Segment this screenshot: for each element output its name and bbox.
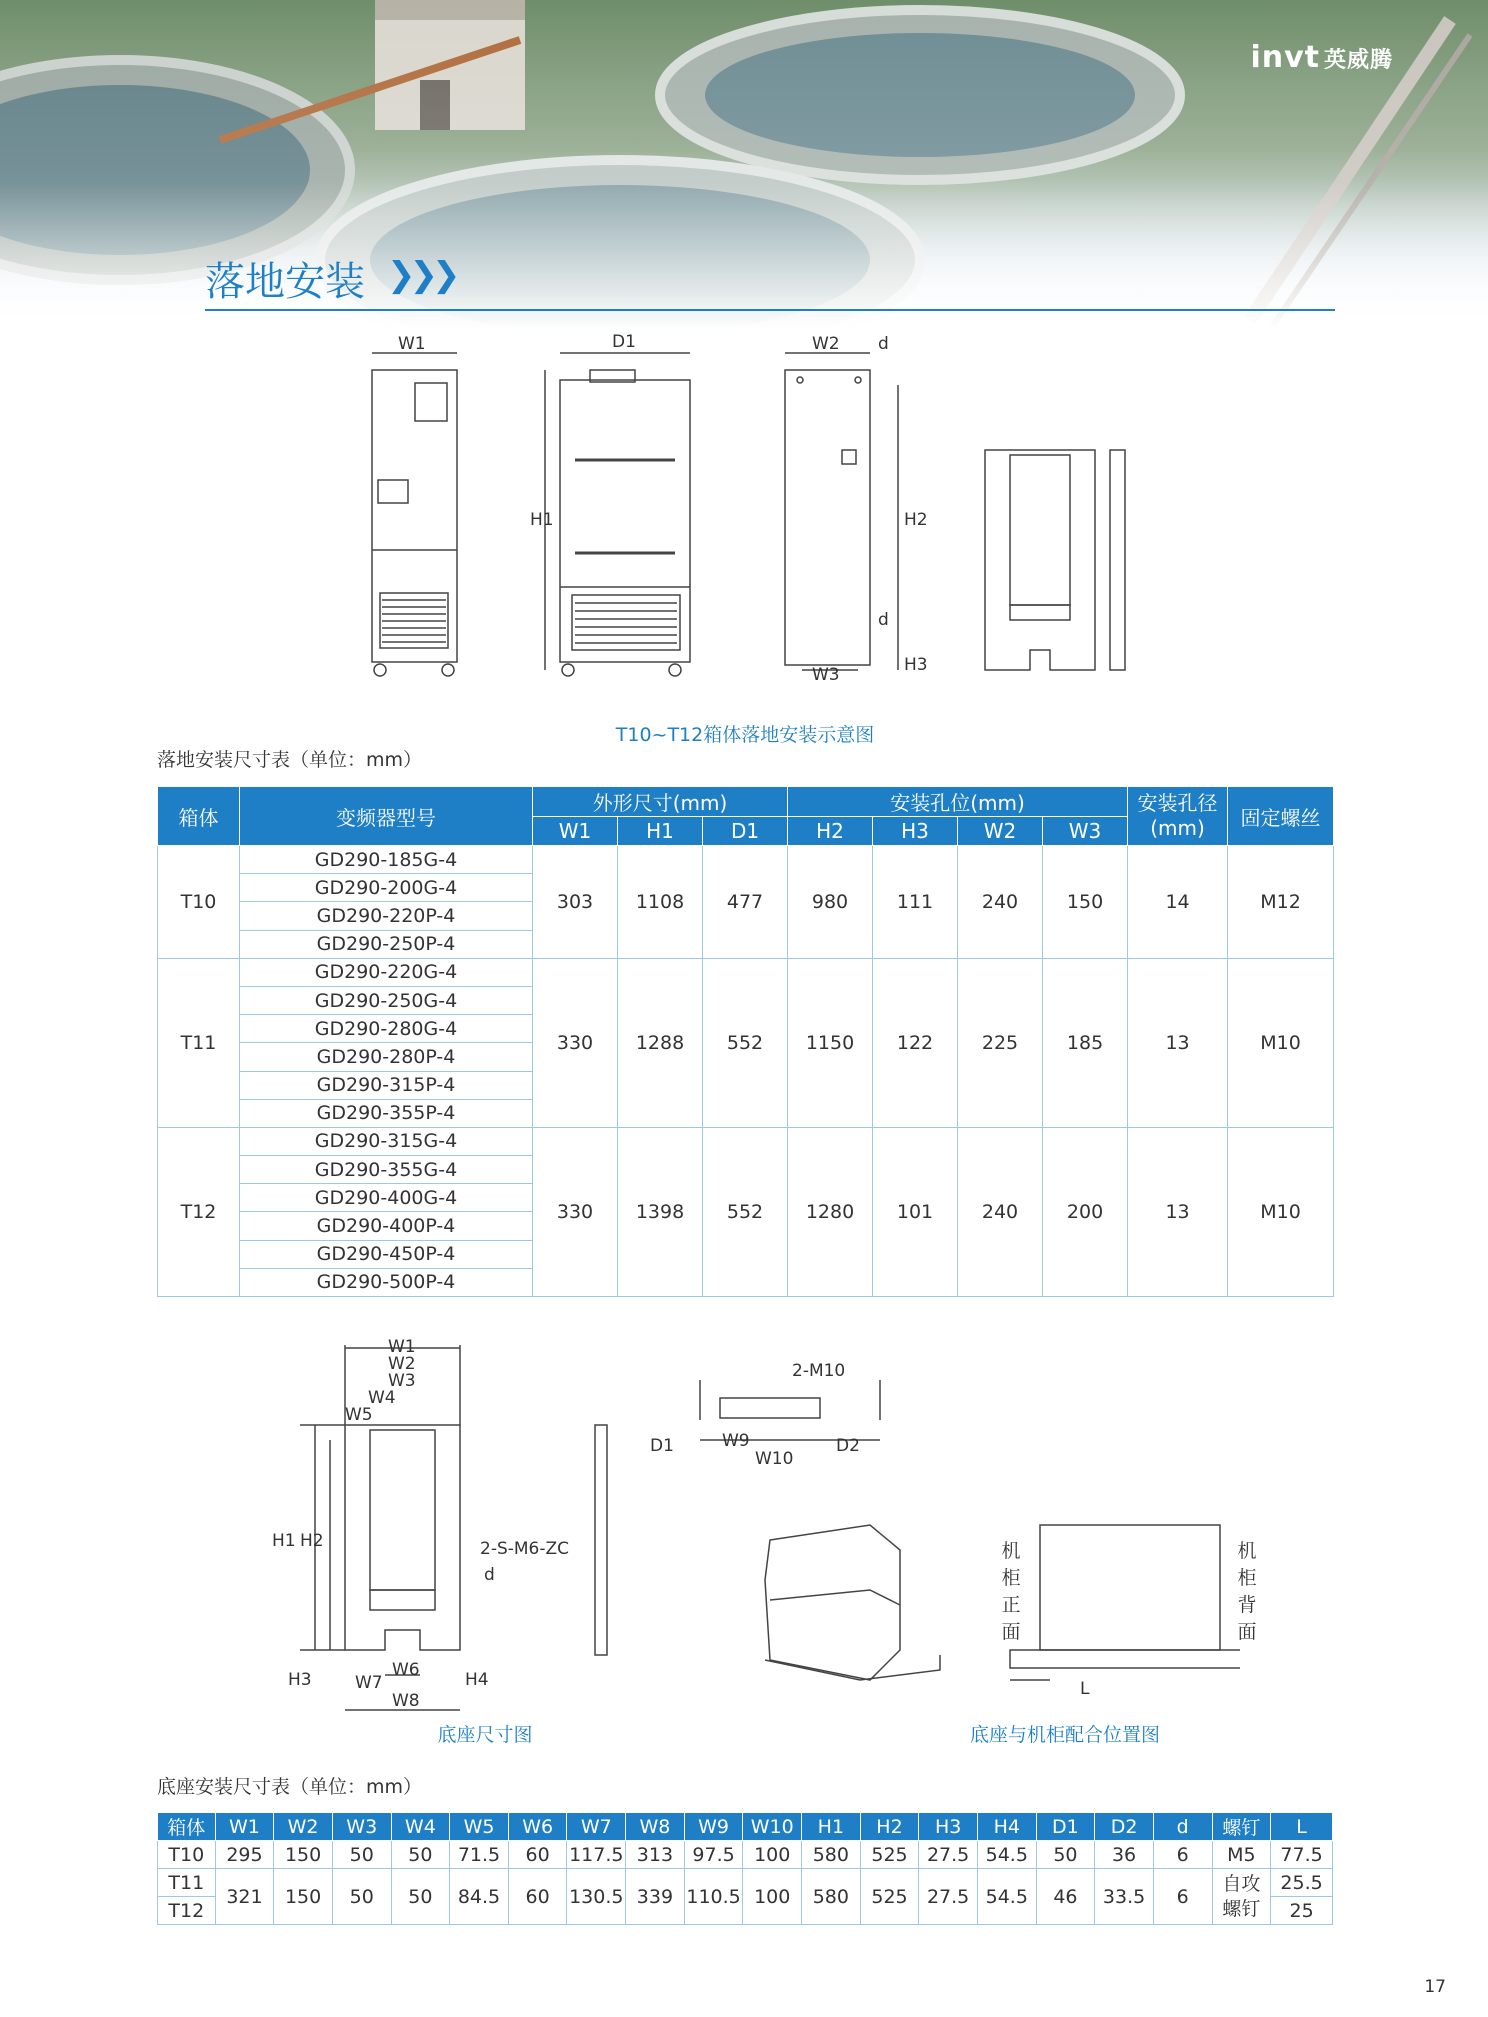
value-cell: 50 — [332, 1841, 391, 1869]
header-cell: 螺钉 — [1212, 1813, 1271, 1841]
case-cell: T10 — [158, 846, 240, 959]
value-cell: 295 — [215, 1841, 274, 1869]
case-cell: T10 — [158, 1841, 216, 1869]
value-cell: 54.5 — [977, 1869, 1036, 1925]
header-cell: D2 — [1095, 1813, 1154, 1841]
header-holes: 安装孔位(mm) — [788, 787, 1128, 817]
header-screw: 固定螺丝 — [1228, 787, 1334, 846]
header-h1: H1 — [618, 817, 703, 846]
page-number: 17 — [1424, 1977, 1446, 1997]
value-cell: 27.5 — [919, 1841, 978, 1869]
case-cell: T11 — [158, 958, 240, 1127]
value-cell: 13 — [1128, 1127, 1228, 1296]
base-caption: 底座尺寸图 — [437, 1724, 533, 1746]
value-cell: 14 — [1128, 846, 1228, 959]
value-cell: 6 — [1153, 1841, 1212, 1869]
label-w6: W6 — [392, 1660, 420, 1680]
table1-title: 落地安装尺寸表（单位：mm） — [157, 749, 423, 771]
value-cell: 150 — [1043, 846, 1128, 959]
value-cell: 50 — [332, 1869, 391, 1925]
table2-title: 底座安装尺寸表（单位：mm） — [157, 1776, 423, 1798]
header-w1: W1 — [533, 817, 618, 846]
header-cell: W5 — [450, 1813, 509, 1841]
value-cell: 339 — [626, 1869, 685, 1925]
label-h2: H2 — [300, 1531, 324, 1551]
value-cell: M12 — [1228, 846, 1334, 959]
header-cell: L — [1271, 1813, 1333, 1841]
cabinet-front-view — [372, 353, 457, 676]
value-cell: 185 — [1043, 958, 1128, 1127]
header-cell: W8 — [626, 1813, 685, 1841]
case-cell: T12 — [158, 1897, 216, 1925]
value-cell: 60 — [508, 1841, 567, 1869]
label-d1: D1 — [650, 1436, 674, 1456]
header-cell: 箱体 — [158, 1813, 216, 1841]
value-cell: 580 — [802, 1869, 861, 1925]
label-h4: H4 — [465, 1670, 489, 1690]
logo-text: invt — [1250, 40, 1320, 75]
label-w2: W2 — [388, 1354, 416, 1374]
model-cell: GD290-250G-4 — [240, 986, 533, 1014]
header-cell: W7 — [567, 1813, 626, 1841]
label-w5: W5 — [345, 1405, 373, 1425]
label-d-mid: d — [878, 610, 889, 630]
label-h3: H3 — [904, 655, 928, 675]
header-w3: W3 — [1043, 817, 1128, 846]
case-cell: T12 — [158, 1127, 240, 1296]
value-cell: 525 — [860, 1869, 919, 1925]
front-label: 机柜正面 — [1001, 1540, 1021, 1643]
value-cell: 101 — [873, 1127, 958, 1296]
brand-logo — [1250, 40, 1393, 75]
header-model: 变频器型号 — [240, 787, 533, 846]
value-cell: M10 — [1228, 958, 1334, 1127]
table-row — [158, 1869, 1333, 1897]
table-row — [158, 846, 1334, 874]
label-w1: W1 — [398, 334, 426, 354]
header-cell: W2 — [274, 1813, 333, 1841]
value-cell: 13 — [1128, 958, 1228, 1127]
section-divider — [205, 309, 1335, 311]
value-cell: 54.5 — [977, 1841, 1036, 1869]
model-cell: GD290-400G-4 — [240, 1184, 533, 1212]
label-d-top: d — [878, 334, 889, 354]
label-d: d — [484, 1565, 495, 1585]
value-cell: 552 — [703, 1127, 788, 1296]
header-cell: H3 — [919, 1813, 978, 1841]
value-cell: 25.5 — [1271, 1869, 1333, 1897]
value-cell: 25 — [1271, 1897, 1333, 1925]
model-cell: GD290-220P-4 — [240, 902, 533, 930]
value-cell: 150 — [274, 1869, 333, 1925]
value-cell: 77.5 — [1271, 1841, 1333, 1869]
value-cell: 自攻 螺钉 — [1212, 1869, 1271, 1925]
value-cell: 330 — [533, 1127, 618, 1296]
model-cell: GD290-315G-4 — [240, 1127, 533, 1155]
value-cell: 46 — [1036, 1869, 1095, 1925]
header-outer: 外形尺寸(mm) — [533, 787, 788, 817]
value-cell: M10 — [1228, 1127, 1334, 1296]
model-cell: GD290-200G-4 — [240, 874, 533, 902]
value-cell: 110.5 — [684, 1869, 743, 1925]
value-cell: 321 — [215, 1869, 274, 1925]
value-cell: 60 — [508, 1869, 567, 1925]
value-cell: 50 — [391, 1841, 450, 1869]
label-h3: H3 — [288, 1670, 312, 1690]
logo-cn-text: 英威腾 — [1323, 48, 1393, 73]
label-w9: W9 — [722, 1431, 750, 1451]
value-cell: 117.5 — [567, 1841, 626, 1869]
value-cell: 6 — [1153, 1869, 1212, 1925]
header-cell: W10 — [743, 1813, 802, 1841]
floor-install-drawing — [350, 325, 1130, 700]
header-w2: W2 — [958, 817, 1043, 846]
model-cell: GD290-355G-4 — [240, 1156, 533, 1184]
model-cell: GD290-400P-4 — [240, 1212, 533, 1240]
header-cell: W4 — [391, 1813, 450, 1841]
table-row — [158, 958, 1334, 986]
value-cell: 150 — [274, 1841, 333, 1869]
label-w3: W3 — [388, 1371, 416, 1391]
label-w7: W7 — [355, 1673, 383, 1693]
value-cell: 225 — [958, 958, 1043, 1127]
label-w3: W3 — [812, 665, 840, 685]
header-hole-dia: 安装孔径 (mm) — [1128, 787, 1228, 846]
model-cell: GD290-500P-4 — [240, 1268, 533, 1296]
label-h2: H2 — [904, 510, 928, 530]
model-cell: GD290-355P-4 — [240, 1099, 533, 1127]
label-w10: W10 — [755, 1449, 794, 1469]
label-L: L — [1080, 1679, 1090, 1699]
model-cell: GD290-450P-4 — [240, 1240, 533, 1268]
base-install-table — [157, 1812, 1333, 1925]
value-cell: 980 — [788, 846, 873, 959]
value-cell: 330 — [533, 958, 618, 1127]
header-h3: H3 — [873, 817, 958, 846]
model-cell: GD290-250P-4 — [240, 930, 533, 958]
base-fit-drawing — [640, 1350, 1240, 1720]
value-cell: 525 — [860, 1841, 919, 1869]
model-cell: GD290-315P-4 — [240, 1071, 533, 1099]
label-w1: W1 — [388, 1337, 416, 1357]
value-cell: 36 — [1095, 1841, 1154, 1869]
value-cell: 240 — [958, 846, 1043, 959]
value-cell: 1288 — [618, 958, 703, 1127]
model-cell: GD290-185G-4 — [240, 846, 533, 874]
value-cell: 111 — [873, 846, 958, 959]
value-cell: 50 — [391, 1869, 450, 1925]
table-row — [158, 1841, 1333, 1869]
value-cell: 33.5 — [1095, 1869, 1154, 1925]
value-cell: 313 — [626, 1841, 685, 1869]
header-cell: W3 — [332, 1813, 391, 1841]
value-cell: 122 — [873, 958, 958, 1127]
back-label: 机柜背面 — [1237, 1540, 1257, 1643]
value-cell: 1398 — [618, 1127, 703, 1296]
value-cell: 1108 — [618, 846, 703, 959]
model-cell: GD290-220G-4 — [240, 958, 533, 986]
value-cell: 100 — [743, 1841, 802, 1869]
value-cell: 100 — [743, 1869, 802, 1925]
header-cell: W9 — [684, 1813, 743, 1841]
fit-caption: 底座与机柜配合位置图 — [969, 1724, 1160, 1746]
label-w8: W8 — [392, 1691, 420, 1711]
value-cell: 303 — [533, 846, 618, 959]
header-cell: H4 — [977, 1813, 1036, 1841]
value-cell: 130.5 — [567, 1869, 626, 1925]
value-cell: 1150 — [788, 958, 873, 1127]
header-cell: W1 — [215, 1813, 274, 1841]
value-cell: 27.5 — [919, 1869, 978, 1925]
base-dimension-drawing — [270, 1330, 650, 1720]
header-h2: H2 — [788, 817, 873, 846]
model-cell: GD290-280G-4 — [240, 1015, 533, 1043]
label-d2: D2 — [836, 1436, 860, 1456]
model-cell: GD290-280P-4 — [240, 1043, 533, 1071]
base-frame-view — [985, 450, 1125, 670]
header-d1: D1 — [703, 817, 788, 846]
chevron-right-icon: ❯❯❯ — [387, 255, 455, 295]
floor-install-table — [157, 786, 1334, 1297]
header-cell: H2 — [860, 1813, 919, 1841]
label-h1: H1 — [272, 1531, 296, 1551]
label-h1: H1 — [530, 510, 554, 530]
header-cell: W6 — [508, 1813, 567, 1841]
value-cell: M5 — [1212, 1841, 1271, 1869]
value-cell: 97.5 — [684, 1841, 743, 1869]
header-case: 箱体 — [158, 787, 240, 846]
value-cell: 477 — [703, 846, 788, 959]
label-m10: 2-M10 — [792, 1361, 846, 1381]
label-screw: 2-S-M6-ZC — [480, 1539, 570, 1559]
table-row — [158, 1127, 1334, 1155]
label-w4: W4 — [368, 1388, 396, 1408]
cabinet-side-view — [545, 353, 690, 676]
value-cell: 240 — [958, 1127, 1043, 1296]
case-cell: T11 — [158, 1869, 216, 1897]
section-title: 落地安装 — [205, 259, 365, 305]
fig1-caption: T10~T12箱体落地安装示意图 — [615, 724, 875, 746]
value-cell: 84.5 — [450, 1869, 509, 1925]
value-cell: 200 — [1043, 1127, 1128, 1296]
label-d1: D1 — [612, 332, 636, 352]
header-cell: d — [1153, 1813, 1212, 1841]
header-cell: D1 — [1036, 1813, 1095, 1841]
value-cell: 50 — [1036, 1841, 1095, 1869]
header-cell: H1 — [802, 1813, 861, 1841]
value-cell: 71.5 — [450, 1841, 509, 1869]
value-cell: 552 — [703, 958, 788, 1127]
label-w2: W2 — [812, 334, 840, 354]
value-cell: 580 — [802, 1841, 861, 1869]
value-cell: 1280 — [788, 1127, 873, 1296]
